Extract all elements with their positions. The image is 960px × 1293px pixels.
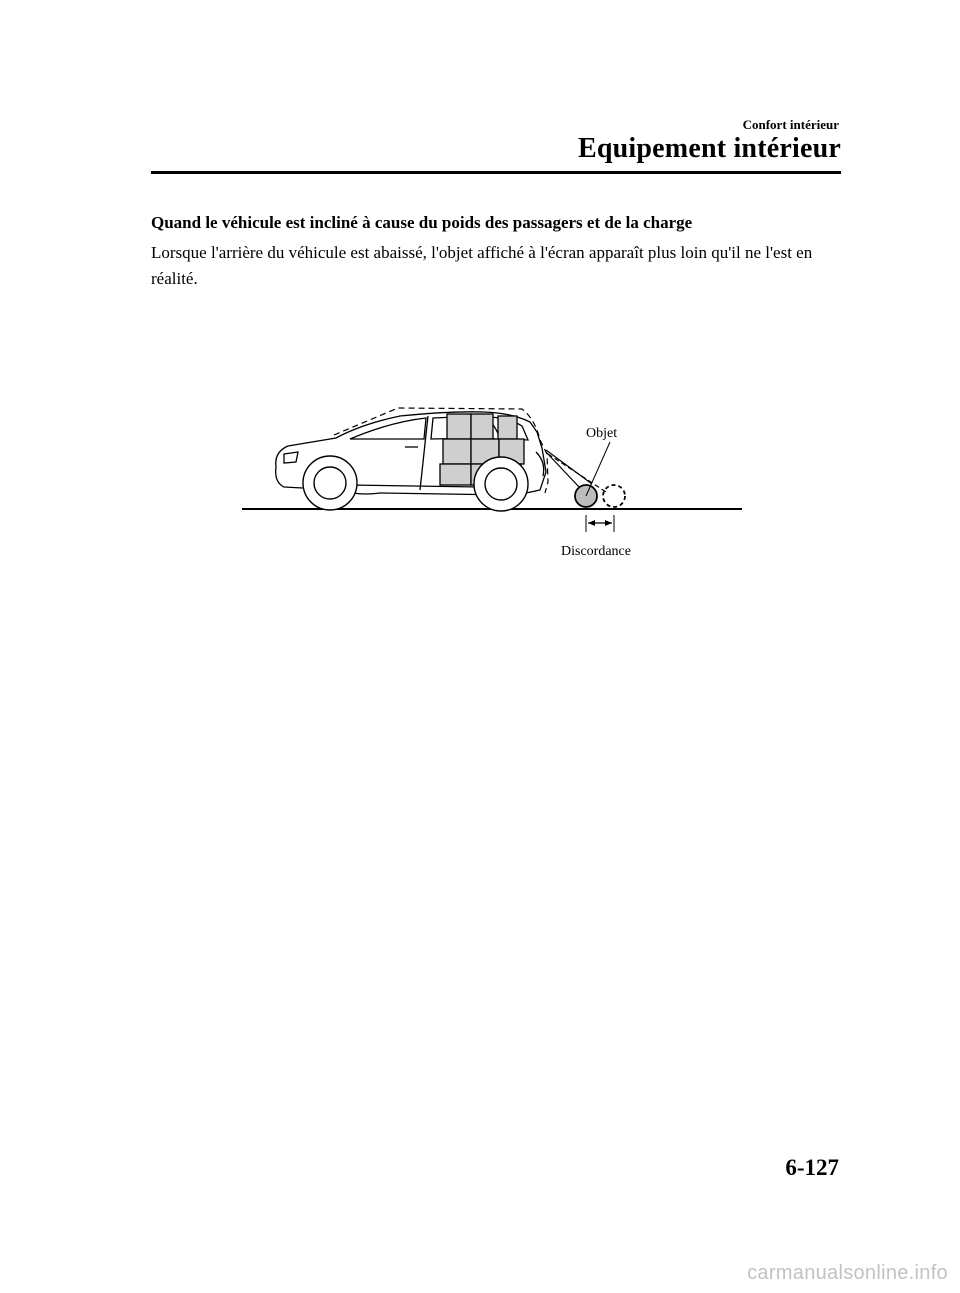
body-paragraph: Lorsque l'arrière du véhicule est abaissé, l'objet affiché à l'écran apparaît plus loin qu'il ne l'est en réalité. [151,243,813,288]
page-number: 6-127 [785,1155,839,1180]
camera-sightline-actual [546,452,580,488]
vehicle-tilt-illustration [240,392,744,567]
front-wheel [303,456,357,510]
discrepancy-label: Discordance [561,544,631,559]
rear-wheel [474,457,528,511]
object-label: Objet [586,426,618,441]
header-divider [151,171,841,174]
watermark: carmanualsonline.info [747,1262,948,1284]
section-title-large: Equipement intérieur [578,133,841,164]
section-title-small: Confort intérieur [742,117,839,132]
subheading: Quand le véhicule est incliné à cause du poids des passagers et de la charge [151,213,693,232]
displayed-object [603,485,625,507]
camera-sightline-displayed [548,454,606,492]
